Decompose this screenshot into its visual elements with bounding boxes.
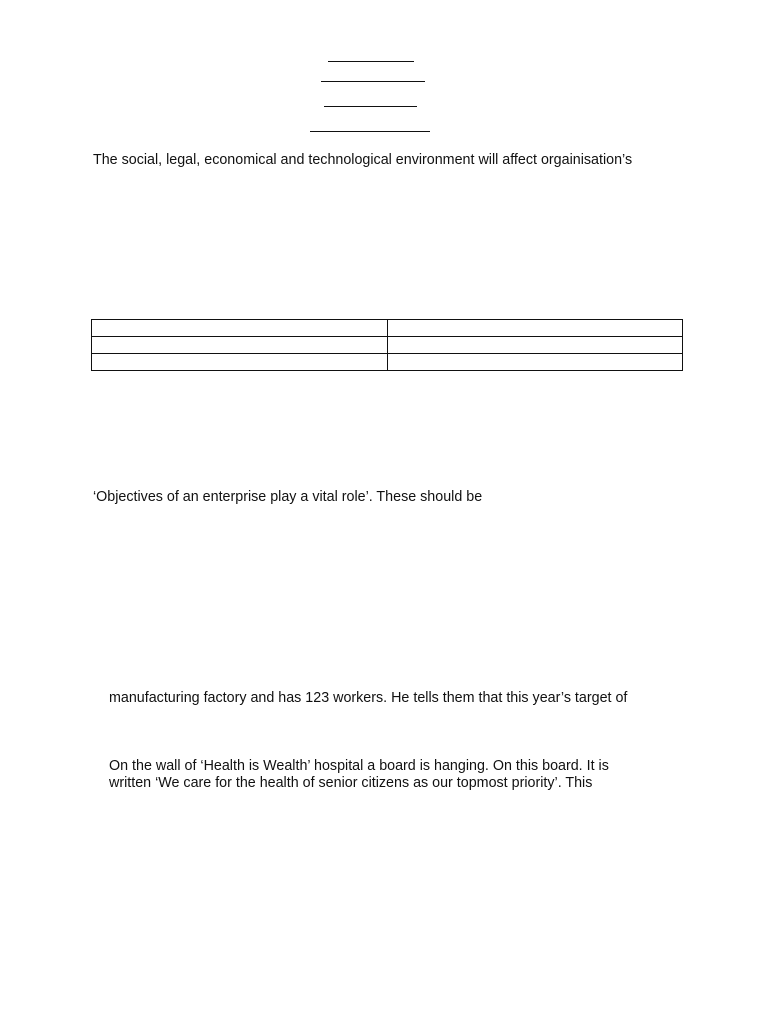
table-cell	[92, 354, 388, 371]
paragraph-objectives: ‘Objectives of an enterprise play a vital role’. These should be	[93, 489, 483, 505]
paragraph-hospital-line-1: On the wall of ‘Health is Wealth’ hospital a board is hanging. On this board. It is	[109, 758, 609, 774]
paragraph-manufacturing: manufacturing factory and has 123 workers. He tells them that this year’s target of	[109, 690, 628, 706]
table-row	[92, 320, 683, 337]
table-row	[92, 337, 683, 354]
header-blank-line-4	[310, 131, 430, 132]
header-blank-line-2	[321, 81, 425, 82]
table-cell	[92, 337, 388, 354]
header-blank-line-3	[324, 106, 417, 107]
header-blank-line-1	[328, 61, 414, 62]
table-cell	[387, 320, 683, 337]
table-cell	[387, 354, 683, 371]
paragraph-hospital-line-2: written ‘We care for the health of senior citizens as our topmost priority’. This	[109, 775, 593, 791]
table-cell	[92, 320, 388, 337]
table-cell	[387, 337, 683, 354]
blank-table	[91, 319, 683, 371]
paragraph-social-legal: The social, legal, economical and technological environment will affect orgainisation’s	[93, 152, 633, 168]
table-row	[92, 354, 683, 371]
